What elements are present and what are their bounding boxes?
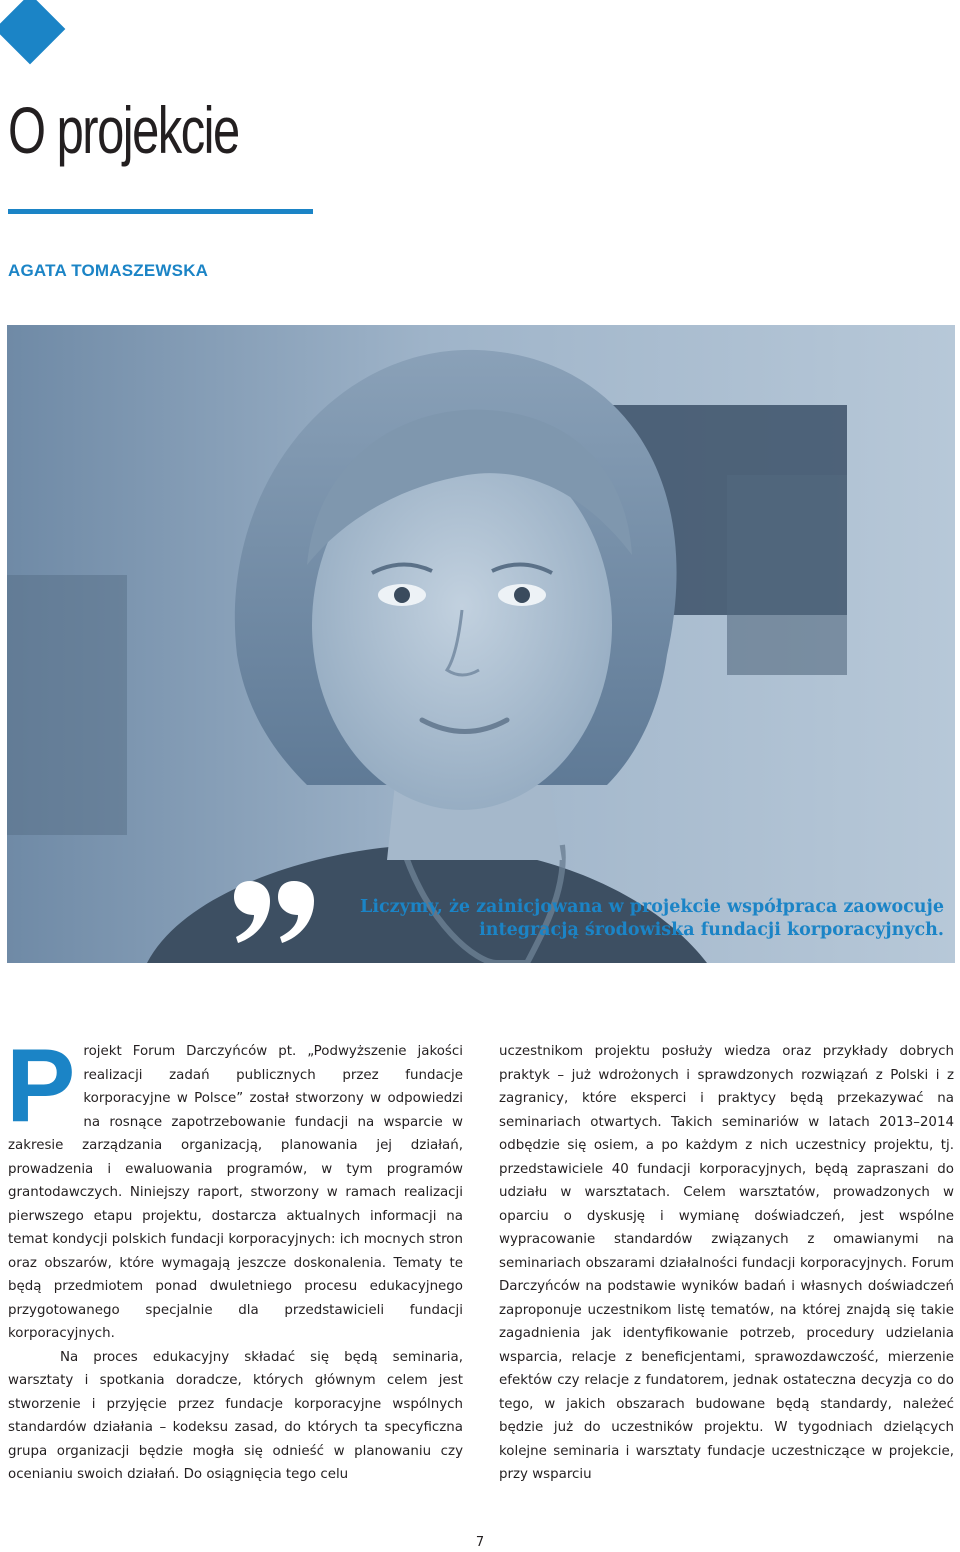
paragraph xyxy=(6,1028,463,1346)
diamond-icon xyxy=(0,0,65,64)
paragraph: Na proces edukacyjny składać się będą seminaria, warsztaty i spotkania doradcze, których głównym celem jest stworzenie i przyjęcie przez fundacje korporacyjne wspólnych standardów działania – kodeksu zasad, do których ta specyficzna grupa organizacji będzie mogła się odnieść w planowaniu czy ocenianiu swoich działań. Do osiągnięcia tego celu xyxy=(8,1349,463,1482)
portrait-photo xyxy=(7,325,955,963)
page-title: O projekcie xyxy=(8,93,239,167)
drop-cap: P xyxy=(6,1028,76,1144)
pull-quote-line-1: Liczymy, że zainicjowana w projekcie współpraca zaowocuje xyxy=(360,897,944,917)
paragraph: uczestnikom projektu posłuży wiedza oraz przykłady dobrych praktyk – już wdrożonych i sprawdzonych rozwiązań z Polski i z zagranicy, które eksperci i praktycy będą przekazywać na seminariach otwartych. Takich seminariów w latach 2013–2014 odbędzie się osiem, a po każdym z nich uczestnicy projektu, tj. przedstawiciele 40 fundacji korporacyjnych, będą zapraszani do udziału w warsztatach. Celem warsztatów, prowadzonych w oparciu o dyskusję i wymianę doświadczeń, jest wspólne wypracowanie standardów związanych z omawianymi na seminariach obszarami działalności fundacji korporacyjnych. Forum Darczyńców na podstawie wyników badań i własnych doświadczeń zaproponuje uczestnikom listę tematów, na której znajdą się takie zagadnienia jak identyfikowanie potrzeb, procedury udzielania wsparcia, relacje z beneficjentami, sprawozdawczość, mierzenie efektów czy relacje z fundatorem, jednak ostateczna decyzja co do tego, w jakich obszarach budowane będą standardy, należeć będzie już do uczestników projektu. W tygodniach dzielących kolejne seminaria i warsztaty fundacje uczestniczące w projekcie, przy wsparciu xyxy=(499,1044,954,1482)
article-column-left xyxy=(6,1028,463,1487)
pull-quote-line-2: integracją środowiska fundacji korporacyjnych. xyxy=(479,920,944,940)
portrait-illustration xyxy=(7,325,955,963)
page-number: 7 xyxy=(475,1535,485,1550)
article-column-right xyxy=(499,1040,954,1487)
pull-quote xyxy=(184,896,944,942)
paragraph-text: rojekt Forum Darczyńców pt. „Podwyższenie jakości realizacji zadań publicznych przez fundacje korporacyjne w Polsce” został stworzony w odpowiedzi na rosnące zapotrzebowanie fundacji na wsparcie w zakresie zarządzania organizacją, planowania jej działań, prowadzenia i ewaluowania programów, w tym programów grantodawczych. Niniejszy raport, stworzony w ramach realizacji pierwszego etapu projektu, dostarcza aktualnych informacji na temat kondycji polskich fundacji korporacyjnych: ich mocnych stron oraz obszarów, które wymagają jeszcze doskonalenia. Tematy te będą przedmiotem ponad dwuletniego procesu edukacyjnego przygotowanego specjalnie dla przedstawicieli fundacji korporacyjnych. xyxy=(8,1044,463,1341)
title-underline xyxy=(8,209,313,214)
author-name: AGATA TOMASZEWSKA xyxy=(8,261,209,280)
